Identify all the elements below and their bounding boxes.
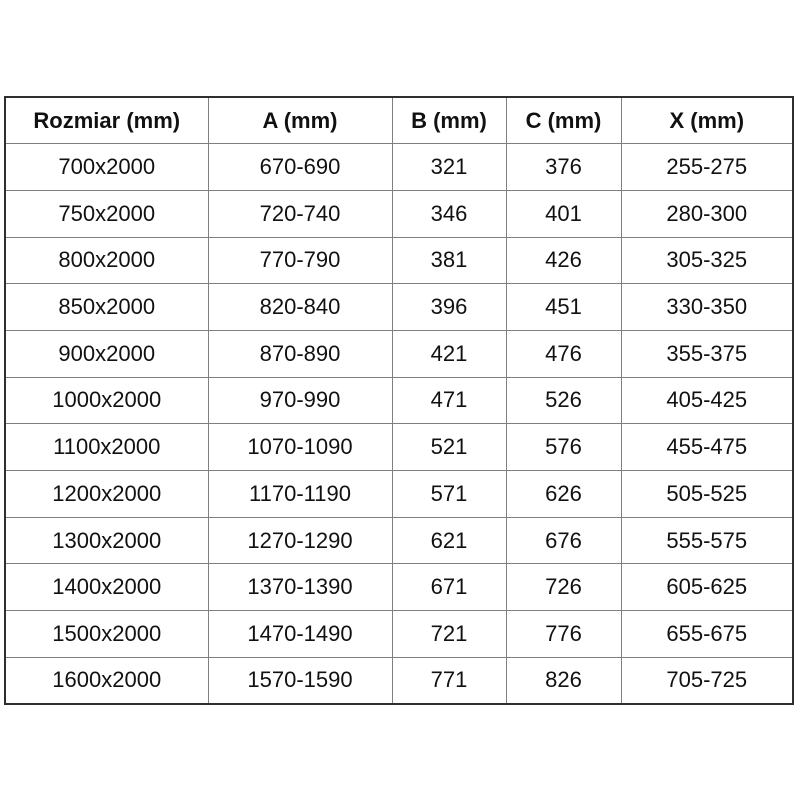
table-cell: 505-525 bbox=[621, 471, 793, 518]
table-cell: 571 bbox=[392, 471, 506, 518]
table-row bbox=[5, 144, 793, 191]
table-cell: 526 bbox=[506, 377, 621, 424]
column-header-b: B (mm) bbox=[392, 97, 506, 144]
column-header-x: X (mm) bbox=[621, 97, 793, 144]
table-cell: 676 bbox=[506, 517, 621, 564]
table-cell: 776 bbox=[506, 611, 621, 658]
table-cell: 1000x2000 bbox=[5, 377, 208, 424]
table-row bbox=[5, 377, 793, 424]
table-cell: 605-625 bbox=[621, 564, 793, 611]
table-cell: 376 bbox=[506, 144, 621, 191]
table-cell: 1600x2000 bbox=[5, 657, 208, 704]
table-cell: 800x2000 bbox=[5, 237, 208, 284]
table-cell: 255-275 bbox=[621, 144, 793, 191]
table-cell: 396 bbox=[392, 284, 506, 331]
table-cell: 426 bbox=[506, 237, 621, 284]
table-cell: 451 bbox=[506, 284, 621, 331]
table-cell: 621 bbox=[392, 517, 506, 564]
table-cell: 750x2000 bbox=[5, 190, 208, 237]
table-header-row bbox=[5, 97, 793, 144]
table-cell: 280-300 bbox=[621, 190, 793, 237]
table-cell: 405-425 bbox=[621, 377, 793, 424]
table-row bbox=[5, 657, 793, 704]
table-cell: 471 bbox=[392, 377, 506, 424]
table-cell: 726 bbox=[506, 564, 621, 611]
column-header-a: A (mm) bbox=[208, 97, 392, 144]
table-row bbox=[5, 471, 793, 518]
table-cell: 900x2000 bbox=[5, 330, 208, 377]
table-row bbox=[5, 330, 793, 377]
table-cell: 1200x2000 bbox=[5, 471, 208, 518]
table-cell: 671 bbox=[392, 564, 506, 611]
table-cell: 1170-1190 bbox=[208, 471, 392, 518]
table-cell: 355-375 bbox=[621, 330, 793, 377]
table-cell: 321 bbox=[392, 144, 506, 191]
table-cell: 330-350 bbox=[621, 284, 793, 331]
table-cell: 721 bbox=[392, 611, 506, 658]
table-cell: 655-675 bbox=[621, 611, 793, 658]
size-dimension-table bbox=[4, 96, 794, 705]
table-row bbox=[5, 237, 793, 284]
table-cell: 770-790 bbox=[208, 237, 392, 284]
table-body bbox=[5, 144, 793, 704]
table-row bbox=[5, 611, 793, 658]
table-cell: 1370-1390 bbox=[208, 564, 392, 611]
table-cell: 850x2000 bbox=[5, 284, 208, 331]
table-cell: 455-475 bbox=[621, 424, 793, 471]
table-cell: 381 bbox=[392, 237, 506, 284]
table-cell: 720-740 bbox=[208, 190, 392, 237]
table-row bbox=[5, 424, 793, 471]
table-cell: 1100x2000 bbox=[5, 424, 208, 471]
table-cell: 1270-1290 bbox=[208, 517, 392, 564]
table-row bbox=[5, 564, 793, 611]
table-cell: 521 bbox=[392, 424, 506, 471]
table-cell: 1400x2000 bbox=[5, 564, 208, 611]
table-cell: 1070-1090 bbox=[208, 424, 392, 471]
table-row bbox=[5, 190, 793, 237]
table-cell: 421 bbox=[392, 330, 506, 377]
table-cell: 826 bbox=[506, 657, 621, 704]
table-cell: 626 bbox=[506, 471, 621, 518]
table-cell: 346 bbox=[392, 190, 506, 237]
column-header-rozmiar: Rozmiar (mm) bbox=[5, 97, 208, 144]
column-header-c: C (mm) bbox=[506, 97, 621, 144]
table-cell: 771 bbox=[392, 657, 506, 704]
table-cell: 555-575 bbox=[621, 517, 793, 564]
table-cell: 476 bbox=[506, 330, 621, 377]
table-row bbox=[5, 284, 793, 331]
table-cell: 1500x2000 bbox=[5, 611, 208, 658]
table-cell: 1570-1590 bbox=[208, 657, 392, 704]
table-cell: 670-690 bbox=[208, 144, 392, 191]
table-cell: 1470-1490 bbox=[208, 611, 392, 658]
table-cell: 305-325 bbox=[621, 237, 793, 284]
table-row bbox=[5, 517, 793, 564]
table-cell: 401 bbox=[506, 190, 621, 237]
table-cell: 870-890 bbox=[208, 330, 392, 377]
table-cell: 1300x2000 bbox=[5, 517, 208, 564]
table-cell: 576 bbox=[506, 424, 621, 471]
table-cell: 700x2000 bbox=[5, 144, 208, 191]
table-cell: 970-990 bbox=[208, 377, 392, 424]
table-cell: 820-840 bbox=[208, 284, 392, 331]
table-cell: 705-725 bbox=[621, 657, 793, 704]
